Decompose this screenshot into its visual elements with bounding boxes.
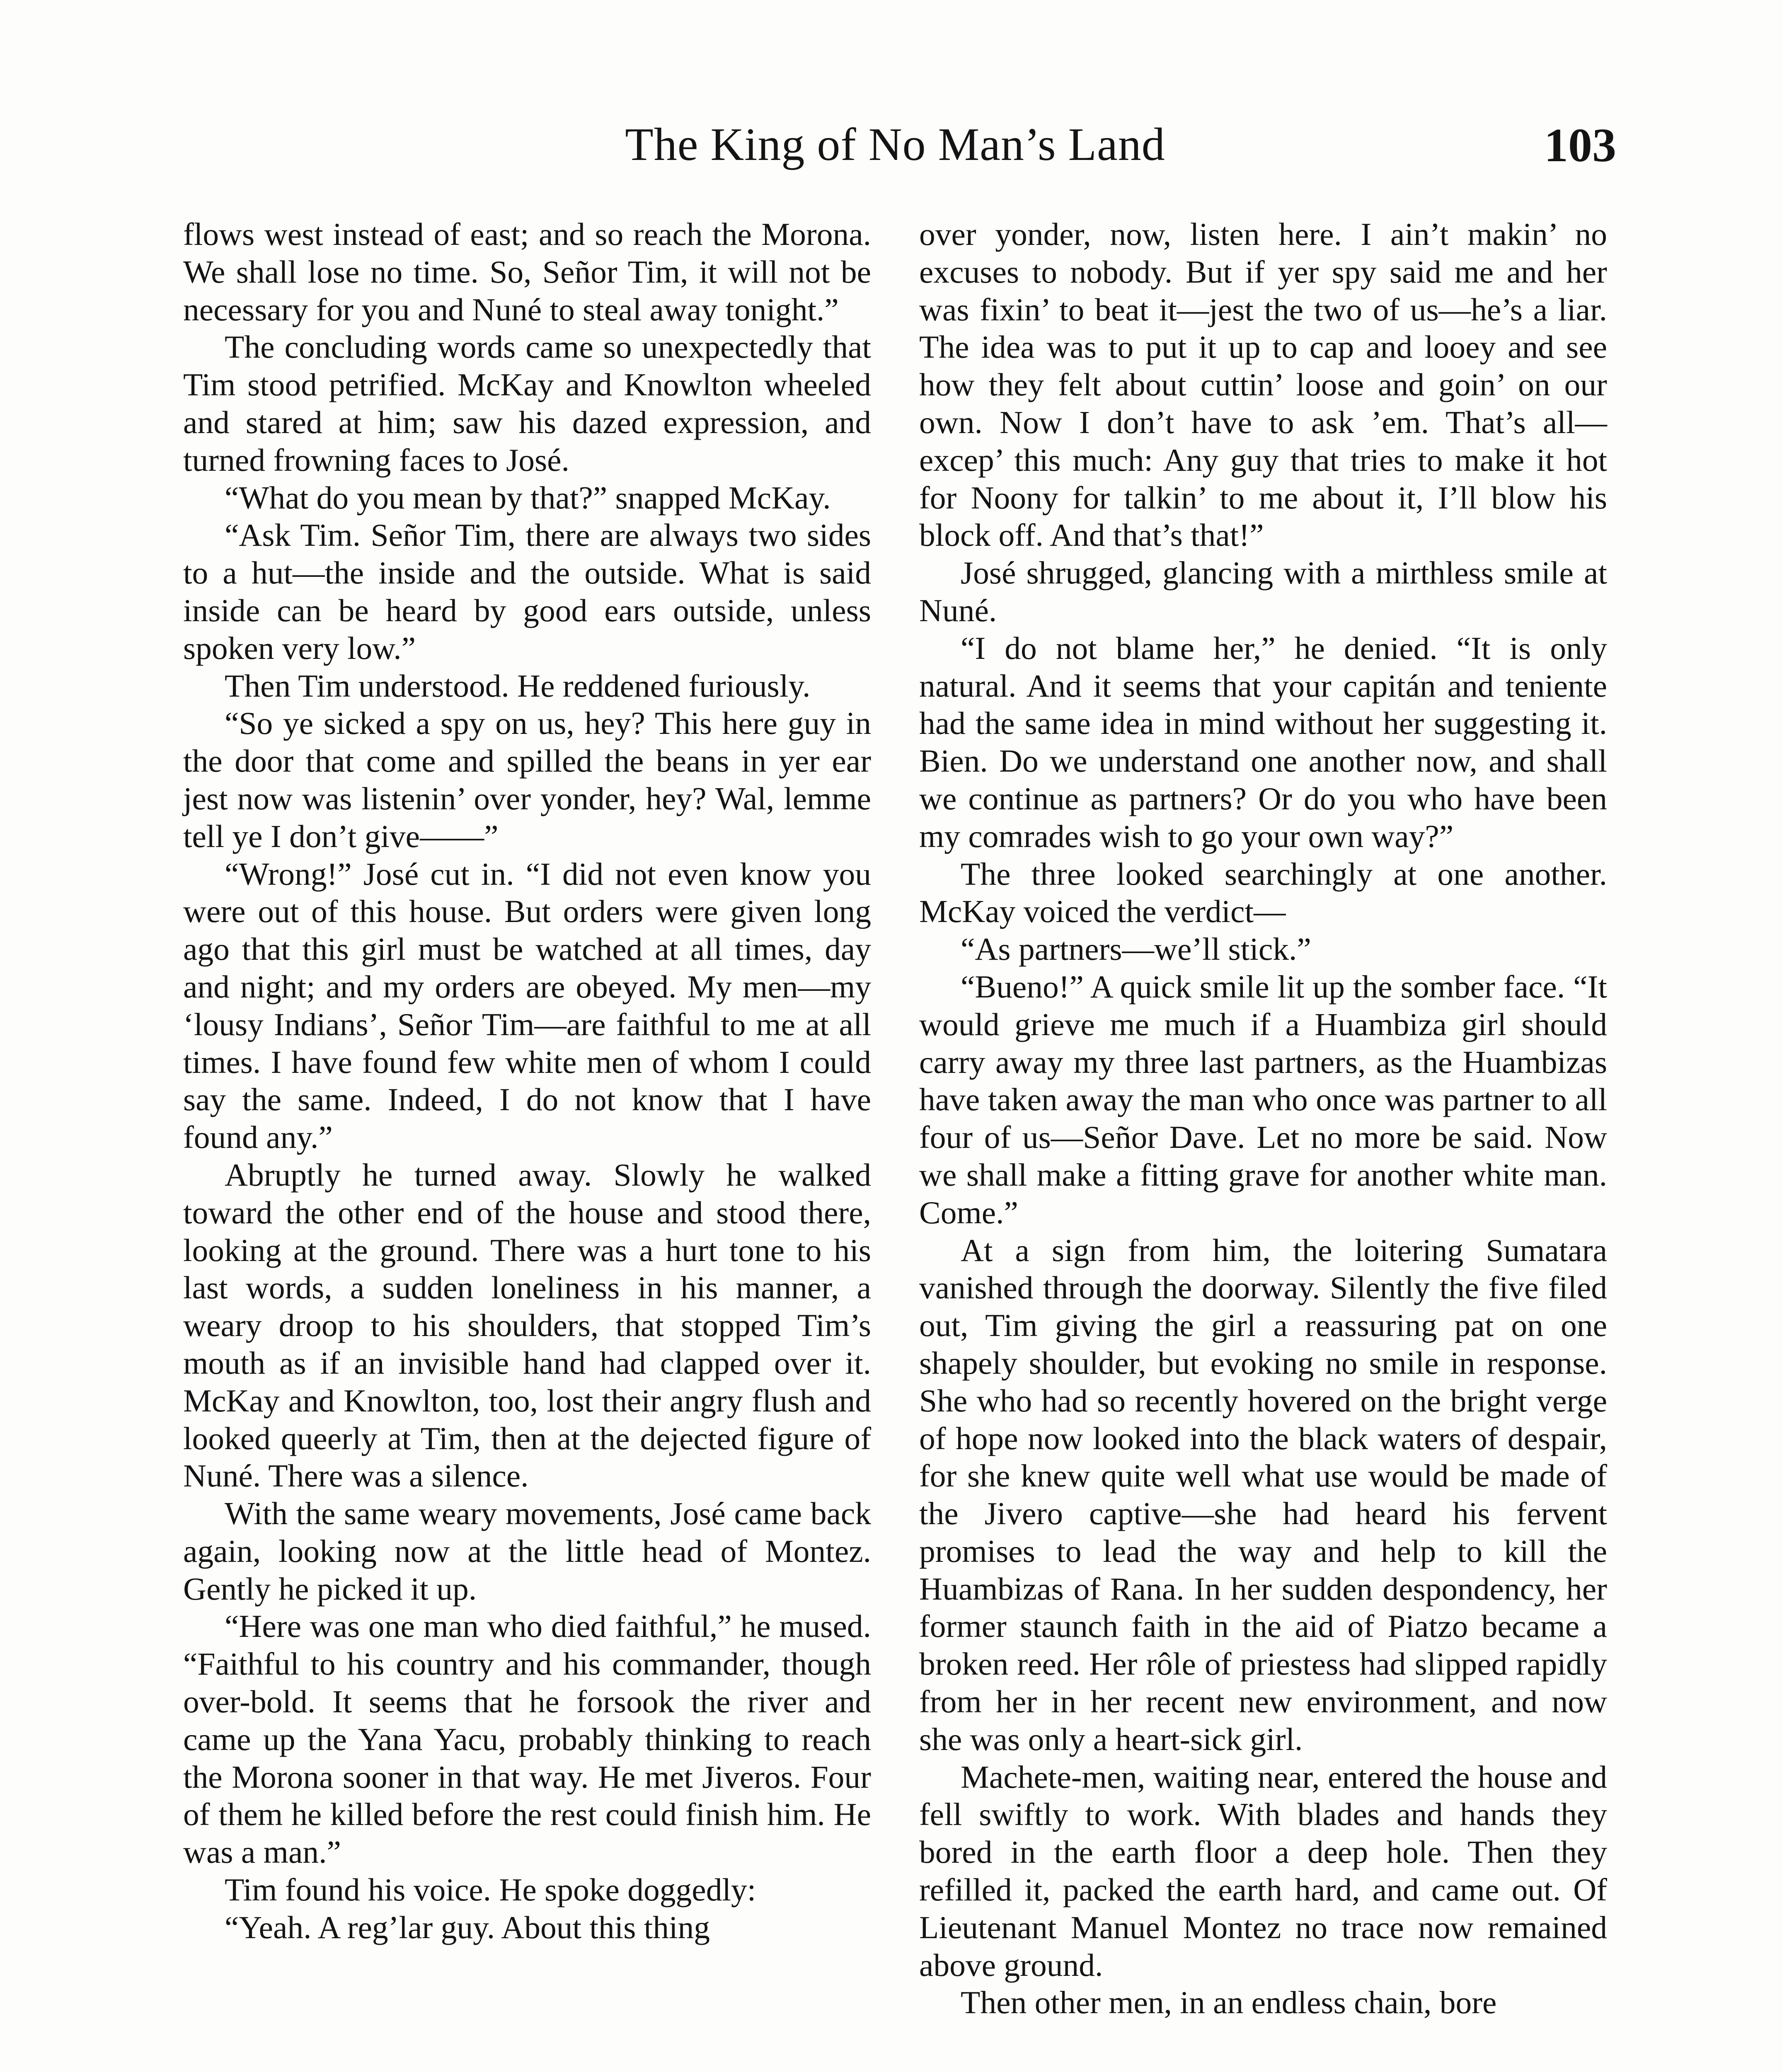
- paragraph: José shrugged, glancing with a mirthless smile at Nuné.: [919, 555, 1607, 628]
- paragraph: over yonder, now, listen here. I ain’t makin’ no excuses to nobody. But if yer spy said me and her was fixin’ to beat it—jest the two of us—he’s a liar. The idea was to put it up to cap and looey and see how they felt about cuttin’ loose and goin’ on our own. Now I don’t have to ask ’em. That’s all—excep’ this much: Any guy that tries to make it hot for Noony for talkin’ to me about it, I’ll blow his block off. And that’s that!”: [919, 216, 1607, 553]
- paragraph: “Wrong!” José cut in. “I did not even know you were out of this house. But orders were given long ago that this girl must be watched at all times, day and night; and my orders are obeyed. My men—my ‘lousy Indians’, Señor Tim—are faithful to me at all times. I have found few white men of whom I could say the same. Indeed, I do not know that I have found any.”: [183, 856, 871, 1155]
- paragraph: Then other men, in an endless chain, bore: [961, 1985, 1497, 2021]
- paragraph: flows west instead of east; and so reach the Morona. We shall lose no time. So, Señor Tim, it will not be necessary for you and Nuné to steal away tonight.”: [183, 216, 871, 327]
- paragraph: “Bueno!” A quick smile lit up the somber face. “It would grieve me much if a Huambiza girl should carry away my three last partners, as the Huambizas have taken away the man who once was partner to all four of us—Señor Dave. Let no more be said. Now we shall make a fitting grave for another white man. Come.”: [919, 968, 1607, 1230]
- paragraph: Machete-men, waiting near, entered the house and fell swiftly to work. With blades and hands they bored in the earth floor a deep hole. Then they refilled it, packed the earth hard, and came out. Of Lieutenant Manuel Montez no trace now remained above ground.: [919, 1759, 1607, 1983]
- paragraph: “What do you mean by that?” snapped McKay.: [225, 479, 831, 516]
- paragraph: Tim found his voice. He spoke doggedly:: [225, 1872, 756, 1908]
- paragraph: “So ye sicked a spy on us, hey? This here guy in the door that come and spilled the beans in yer ear jest now was listenin’ over yonder, hey? Wal, lemme tell ye I don’t give——”: [183, 705, 871, 854]
- paragraph: At a sign from him, the loitering Sumatara vanished through the doorway. Silently the five filed out, Tim giving the girl a reassuring pat on one shapely shoulder, but evoking no smile in response. She who had so recently hovered on the bright verge of hope now looked into the black waters of despair, for she knew quite well what use would be made of the Jivero captive—she had heard his fervent promises to lead the way and help to kill the Huambizas of Rana. In her sudden despondency, her former staunch faith in the aid of Piatzo became a broken reed. Her rôle of priestess had slipped rapidly from her in her recent new environment, and now she was only a heart-sick girl.: [919, 1232, 1607, 1757]
- running-title: The King of No Man’s Land: [625, 119, 1165, 170]
- paragraph: Abruptly he turned away. Slowly he walked toward the other end of the house and stood there, looking at the ground. There was a hurt tone to his last words, a sudden loneliness in his manner, a weary droop to his shoulders, that stopped Tim’s mouth as if an invisible hand had clapped over it. McKay and Knowlton, too, lost their angry flush and looked queerly at Tim, then at the dejected figure of Nuné. There was a silence.: [183, 1157, 871, 1494]
- page-number: 103: [1544, 119, 1616, 172]
- right-text-column: [919, 215, 1607, 2021]
- left-text-column: [183, 215, 871, 1946]
- paragraph: “Yeah. A reg’lar guy. About this thing: [225, 1909, 710, 1945]
- paragraph: The three looked searchingly at one another. McKay voiced the verdict—: [919, 856, 1607, 929]
- paragraph: “Here was one man who died faithful,” he mused. “Faithful to his country and his commander, though over-bold. It seems that he forsook the river and came up the Yana Yacu, probably thinking to reach the Morona sooner in that way. He met Jiveros. Four of them he killed before the rest could finish him. He was a man.”: [183, 1608, 871, 1870]
- page-header: [174, 118, 1616, 189]
- paragraph: “I do not blame her,” he denied. “It is only natural. And it seems that your capitán and teniente had the same idea in mind without her suggesting it. Bien. Do we understand one another now, and shall we continue as partners? Or do you who have been my comrades wish to go your own way?”: [919, 630, 1607, 854]
- paragraph: Then Tim understood. He reddened furiously.: [225, 668, 811, 704]
- paragraph: The concluding words came so unexpectedly that Tim stood petrified. McKay and Knowlton wheeled and stared at him; saw his dazed expression, and turned frowning faces to José.: [183, 329, 871, 478]
- paragraph: “Ask Tim. Señor Tim, there are always two sides to a hut—the inside and the outside. What is said inside can be heard by good ears outside, unless spoken very low.”: [183, 517, 871, 666]
- paragraph: “As partners—we’ll stick.”: [961, 931, 1311, 967]
- paragraph: With the same weary movements, José came back again, looking now at the little head of Montez. Gently he picked it up.: [183, 1496, 871, 1607]
